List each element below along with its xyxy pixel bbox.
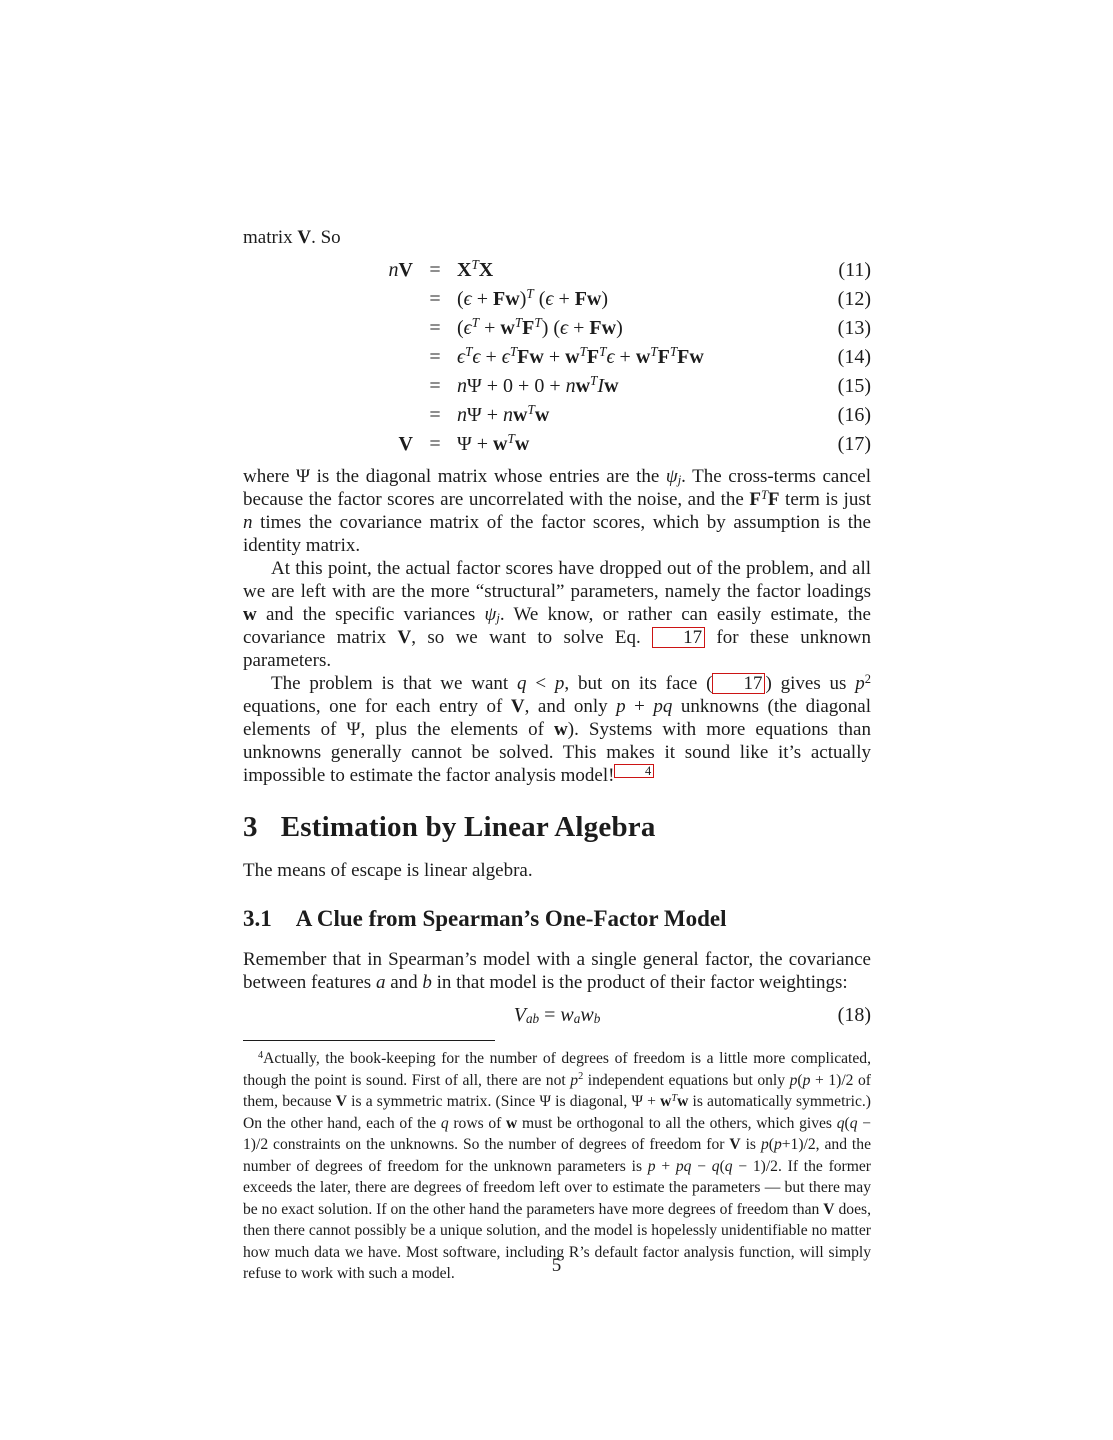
paragraph-where-psi: where Ψ is the diagonal matrix whose entries are the $\psi_j$. The cross-terms cancel because the factor scores are uncorrelated with the noise, and the $F^TF$ term is just n times the covariance matrix of the factor scores, which by assumption is the identity matrix. xyxy=(243,466,871,556)
footnote-4-link[interactable]: 4 xyxy=(614,764,653,779)
equation-16 xyxy=(243,401,871,430)
equation-rhs: $\Psi + w^Tw$ xyxy=(457,431,530,455)
equation-number: (12) xyxy=(837,288,871,310)
equation-number: (14) xyxy=(837,346,871,368)
eq-17-link[interactable]: 17 xyxy=(652,627,705,648)
equation-15 xyxy=(243,372,871,401)
paragraph-problem: The problem is that we want q < p, but on its face ( 17 ) gives us $p^2$ equations, one for each entry of V, and only p + pq unknowns (the diagonal elements of Ψ, plus the elements of w). Systems with more equations than unknowns generally cannot be solved. This makes it sound like it’s actually impossible to estimate the factor analysis model! $^4$ xyxy=(243,671,872,786)
equation-relation: = xyxy=(429,346,441,368)
equation-12 xyxy=(243,285,871,314)
equation-number: (13) xyxy=(837,317,871,339)
equation-lhs: V xyxy=(398,433,413,455)
equation-relation: = xyxy=(429,288,441,310)
footnote-marker: 4 xyxy=(258,1049,264,1061)
equation-relation: = xyxy=(429,259,441,281)
equation-relation: = xyxy=(429,433,441,455)
paragraph-means-of-escape: The means of escape is linear algebra. xyxy=(243,860,533,881)
subsection-number: 3.1 xyxy=(243,906,272,931)
paragraph-remember-spearman: Remember that in Spearman’s model with a single general factor, the covariance between features a and b in that model is the product of their factor weightings: xyxy=(243,949,871,993)
equation-13 xyxy=(243,314,871,343)
equation-number: (15) xyxy=(837,375,871,397)
footnote-rule xyxy=(243,1040,495,1041)
equation-number: (18) xyxy=(837,1004,871,1026)
equation-rhs: $n\Psi + 0 + 0 + nw^TIw$ xyxy=(457,373,619,397)
footnote-text: $^4$Actually, the book-keeping for the number of degrees of freedom is a little more complicated, though the point is sound. First of all, there are not $p^2$ independent equations but only p(p + 1)/2 of them, because V is a symmetric matrix. (Since Ψ is diagonal, $\Psi + w^Tw$ is automatically symmetric.) On the other hand, each of the q rows of w must be orthogonal to all the others, which gives q(q − 1)/2 constraints on the unknowns. So the number of degrees of freedom for V is p(p+1)/2, and the number of degrees of freedom for the unknown parameters is p + pq − q(q − 1)/2. If the former exceeds the later, there are degrees of freedom left over to estimate the parameters — but there may be no exact solution. If on the other hand the parameters have more degrees of freedom than V does, then there cannot possibly be a unique solution, and the model is hopelessly unidentifiable no matter how much data we have. Most software, including R’s default factor analysis function, will simply refuse to work with such a model. xyxy=(243,1049,871,1282)
equation-rhs: $\epsilon^T\epsilon + \epsilon^TFw + w^TF^T\epsilon + w^TF^TFw$ xyxy=(457,344,704,368)
equation-18 xyxy=(243,1003,871,1027)
equation-number: (17) xyxy=(837,433,871,455)
equation-11 xyxy=(243,256,871,285)
equation-rhs: $(\epsilon^T + w^TF^T) (\epsilon + Fw)$ xyxy=(457,315,623,339)
equation-array xyxy=(243,256,871,459)
subsection-title: A Clue from Spearman’s One-Factor Model xyxy=(295,906,727,931)
text-column xyxy=(243,226,871,1285)
paragraph-lead: matrix V. So xyxy=(243,227,341,248)
subsection-heading xyxy=(243,905,871,933)
equation-rhs: $n\Psi + nw^Tw$ xyxy=(457,402,550,426)
equation-rhs: $(\epsilon + Fw)^T$ (ϵ + Fw) xyxy=(457,286,609,310)
equation-lhs: nV xyxy=(388,259,413,281)
equation-14 xyxy=(243,343,871,372)
page-number: 5 xyxy=(551,1255,562,1276)
paragraph-at-this-point: At this point, the actual factor scores have dropped out of the problem, and all we are left with are the more “structural” parameters, namely the factor loadings w and the specific variances $\psi_j$. We know, or rather can easily estimate, the covariance matrix V, so we want to solve Eq. 17 for these unknown parameters. xyxy=(243,558,871,671)
equation-rhs: $X^TX$ xyxy=(457,257,494,281)
eq-17-link-paren[interactable]: 17 xyxy=(712,673,765,694)
equation-17 xyxy=(243,430,871,459)
equation-number: (16) xyxy=(837,404,871,426)
equation-relation: = xyxy=(429,375,441,397)
equation-relation: = xyxy=(429,317,441,339)
equation-number: (11) xyxy=(838,259,871,281)
equation-relation: = xyxy=(429,404,441,426)
equation-body: $V_{ab} = w_aw_b$ xyxy=(513,1004,601,1027)
section-title: Estimation by Linear Algebra xyxy=(280,811,656,843)
section-number: 3 xyxy=(243,811,258,843)
section-heading xyxy=(243,810,871,844)
